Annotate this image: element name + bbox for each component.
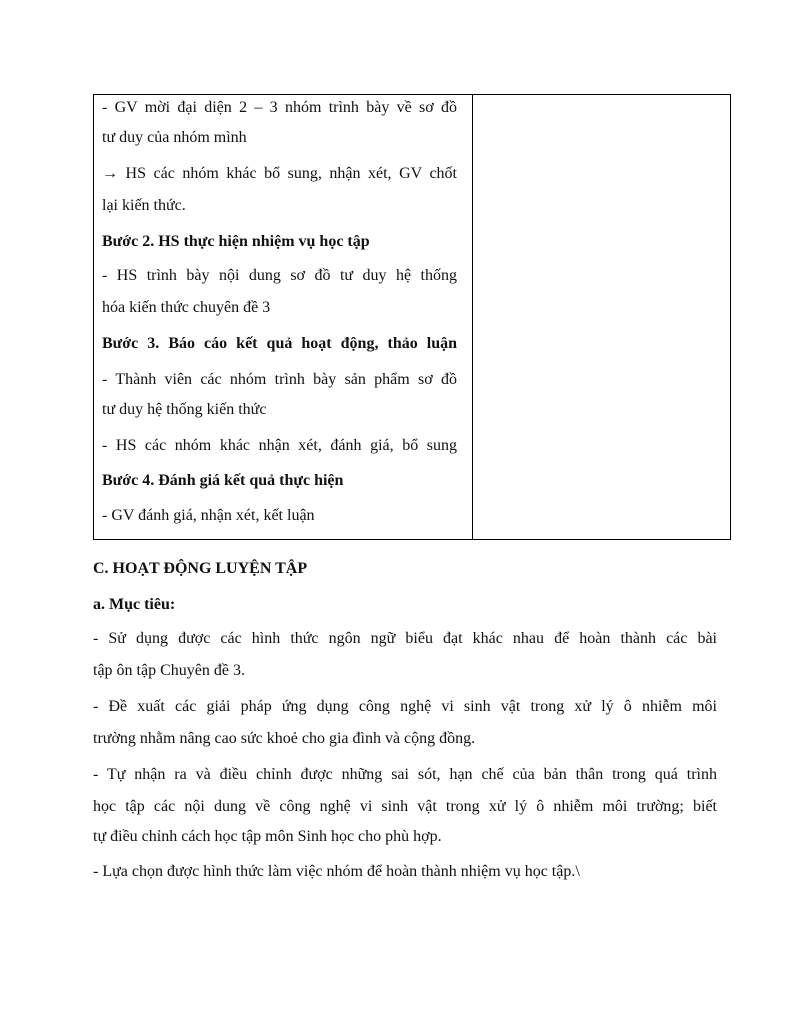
- section-heading: C. HOẠT ĐỘNG LUYỆN TẬP: [93, 560, 308, 577]
- paragraph-line: - Sử dụng được các hình thức ngôn ngữ biểu đạt khác nhau để hoàn thành các bài: [93, 630, 717, 647]
- table-line: tư duy hệ thống kiến thức: [102, 401, 267, 418]
- paragraph-line: - Lựa chọn được hình thức làm việc nhóm để hoàn thành nhiệm vụ học tập.\: [93, 863, 580, 880]
- paragraph-line: học tập các nội dung về công nghệ vi sinh vật trong xử lý ô nhiễm môi trường; biết: [93, 798, 717, 815]
- table-step-heading: Bước 3. Báo cáo kết quả hoạt động, thảo luận: [102, 335, 457, 352]
- table-line: - HS các nhóm khác nhận xét, đánh giá, bổ sung: [102, 437, 457, 454]
- table-line: → HS các nhóm khác bổ sung, nhận xét, GV chốt: [102, 165, 457, 182]
- paragraph-line: - Tự nhận ra và điều chỉnh được những sai sót, hạn chế của bản thân trong quá trình: [93, 766, 717, 783]
- table-step-heading: Bước 2. HS thực hiện nhiệm vụ học tập: [102, 233, 370, 250]
- table-line: lại kiến thức.: [102, 197, 186, 214]
- activity-table: [93, 94, 731, 540]
- paragraph-line: - Đề xuất các giải pháp ứng dụng công nghệ vi sinh vật trong xử lý ô nhiễm môi: [93, 698, 717, 715]
- table-line: - Thành viên các nhóm trình bày sản phẩm sơ đồ: [102, 371, 457, 388]
- table-column-divider: [472, 95, 473, 539]
- table-line: - GV mời đại diện 2 – 3 nhóm trình bày về sơ đồ: [102, 99, 457, 116]
- table-line: - HS trình bày nội dung sơ đồ tư duy hệ thống: [102, 267, 457, 284]
- section-subheading: a. Mục tiêu:: [93, 596, 176, 613]
- paragraph-line: tập ôn tập Chuyên đề 3.: [93, 662, 245, 679]
- table-line: tư duy của nhóm mình: [102, 129, 247, 146]
- table-line: hóa kiến thức chuyên đề 3: [102, 299, 271, 316]
- paragraph-line: tự điều chỉnh cách học tập môn Sinh học cho phù hợp.: [93, 828, 442, 845]
- table-line: - GV đánh giá, nhận xét, kết luận: [102, 507, 315, 524]
- paragraph-line: trường nhằm nâng cao sức khoẻ cho gia đình và cộng đồng.: [93, 730, 476, 747]
- table-step-heading: Bước 4. Đánh giá kết quả thực hiện: [102, 472, 344, 489]
